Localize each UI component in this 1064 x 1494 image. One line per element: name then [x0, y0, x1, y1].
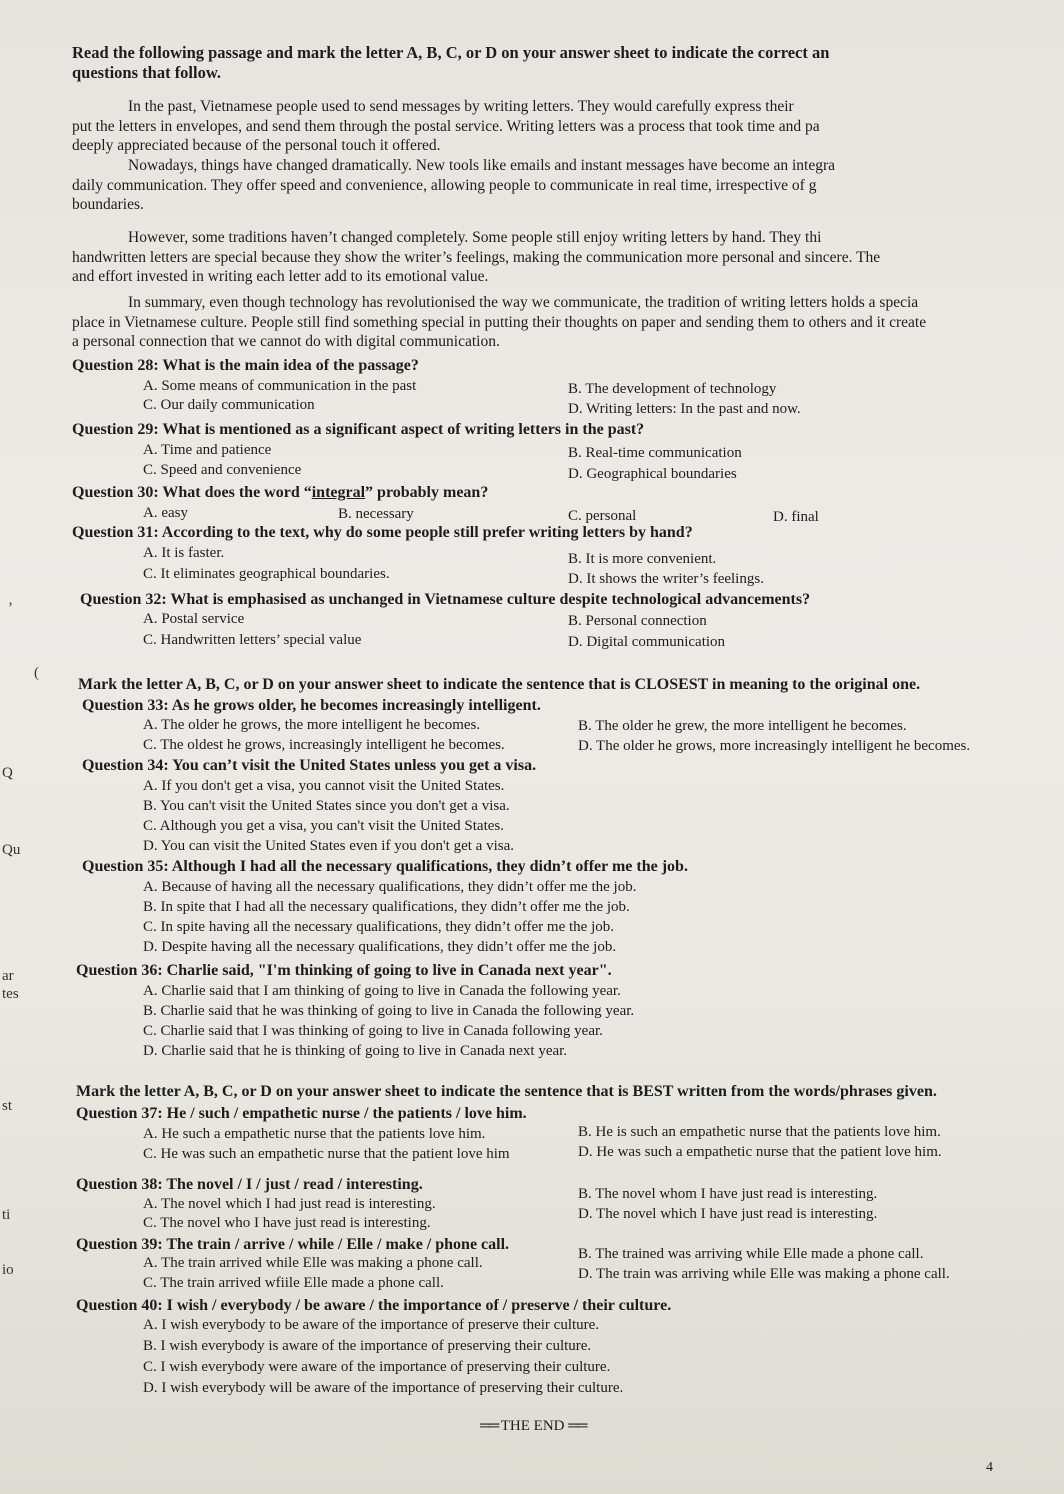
passage-paragraph-2: Nowadays, things have changed dramatically. New tools like emails and instant messages have become an integra daily communication. They offer speed and convenience, allowing people to communicate in real time, irrespective of g boundaries.	[72, 157, 836, 213]
passage-paragraph-4: In summary, even though technology has revolutionised the way we communicate, the tradition of writing letters holds a specia place in Vietnamese culture. People still find something special in putting their thoughts on paper and sending them to others and it create a personal connection that we cannot do with digital communication.	[72, 294, 927, 350]
question-35-stem: Question 35: Although I had all the necessary qualifications, they didn’t offer me the job.	[82, 858, 688, 875]
passage-paragraph-1: In the past, Vietnamese people used to send messages by writing letters. They would carefully express their put the letters in envelopes, and send them through the postal service. Writing letters was a process that took time and pa deeply appreciated because of the personal touch it offered.	[72, 98, 820, 154]
q38-option-a[interactable]: A. The novel which I had just read is interesting.	[143, 1196, 436, 1212]
q32-option-d[interactable]: D. Digital communication	[568, 634, 726, 650]
margin-fragment: ti	[2, 1207, 11, 1223]
q30-option-d[interactable]: D. final	[773, 509, 819, 525]
passage-paragraph-3: However, some traditions haven’t changed completely. Some people still enjoy writing letters by hand. They thi handwritten letters are special because they show the writer’s feelings, making the communication more personal and sincere. The and effort invested in writing each letter add to its emotional value.	[72, 229, 881, 285]
closest-meaning-instruction: Mark the letter A, B, C, or D on your answer sheet to indicate the sentence that is CLOSEST in meaning to the original one.	[78, 676, 921, 693]
margin-fragment: Qu	[2, 842, 21, 858]
question-37-stem: Question 37: He / such / empathetic nurse / the patients / love him.	[76, 1105, 527, 1122]
q35-option-d[interactable]: D. Despite having all the necessary qualifications, they didn’t offer me the job.	[143, 939, 617, 955]
q36-option-c[interactable]: C. Charlie said that I was thinking of going to live in Canada following year.	[143, 1023, 603, 1039]
q34-option-a[interactable]: A. If you don't get a visa, you cannot visit the United States.	[143, 778, 505, 794]
q39-option-d[interactable]: D. The train was arriving while Elle was making a phone call.	[578, 1266, 950, 1282]
q29-option-b[interactable]: B. Real-time communication	[568, 445, 742, 461]
q38-option-d[interactable]: D. The novel which I have just read is interesting.	[578, 1206, 878, 1222]
q31-option-b[interactable]: B. It is more convenient.	[568, 551, 717, 567]
q37-option-d[interactable]: D. He was such a empathetic nurse that the patient love him.	[578, 1144, 942, 1160]
q36-option-a[interactable]: A. Charlie said that I am thinking of going to live in Canada the following year.	[143, 983, 621, 999]
q36-option-d[interactable]: D. Charlie said that he is thinking of going to live in Canada next year.	[143, 1043, 568, 1059]
q38-option-c[interactable]: C. The novel who I have just read is interesting.	[143, 1215, 431, 1231]
q40-option-d[interactable]: D. I wish everybody will be aware of the importance of preserving their culture.	[143, 1380, 624, 1396]
q40-option-c[interactable]: C. I wish everybody were aware of the importance of preserving their culture.	[143, 1359, 611, 1375]
q37-option-a[interactable]: A. He such a empathetic nurse that the patients love him.	[143, 1126, 486, 1142]
q32-option-c[interactable]: C. Handwritten letters’ special value	[143, 632, 362, 648]
margin-fragment: st	[2, 1098, 13, 1114]
q31-option-d[interactable]: D. It shows the writer’s feelings.	[568, 571, 764, 587]
end-marker: ══ THE END ══	[480, 1418, 586, 1434]
q28-option-a[interactable]: A. Some means of communication in the past	[143, 378, 417, 394]
q29-option-c[interactable]: C. Speed and convenience	[143, 462, 302, 478]
q33-option-a[interactable]: A. The older he grows, the more intelligent he becomes.	[143, 717, 481, 733]
best-written-instruction: Mark the letter A, B, C, or D on your answer sheet to indicate the sentence that is BEST written from the words/phrases given.	[76, 1083, 937, 1100]
q34-option-d[interactable]: D. You can visit the United States even if you don't get a visa.	[143, 838, 514, 854]
question-32-stem: Question 32: What is emphasised as unchanged in Vietnamese culture despite technological advancements?	[80, 591, 811, 608]
q28-option-d[interactable]: D. Writing letters: In the past and now.	[568, 401, 801, 417]
q33-option-b[interactable]: B. The older he grew, the more intelligent he becomes.	[578, 718, 907, 734]
margin-fragment: io	[2, 1262, 14, 1278]
q35-option-b[interactable]: B. In spite that I had all the necessary qualifications, they didn’t offer me the job.	[143, 899, 630, 915]
q30-option-a[interactable]: A. easy	[143, 505, 188, 521]
q39-option-a[interactable]: A. The train arrived while Elle was making a phone call.	[143, 1255, 483, 1271]
q30-option-c[interactable]: C. personal	[568, 508, 637, 524]
question-34-stem: Question 34: You can’t visit the United States unless you get a visa.	[82, 757, 537, 774]
margin-fragment: tes	[2, 986, 19, 1002]
q40-option-b[interactable]: B. I wish everybody is aware of the importance of preserving their culture.	[143, 1338, 592, 1354]
q29-option-a[interactable]: A. Time and patience	[143, 442, 272, 458]
question-31-stem: Question 31: According to the text, why do some people still prefer writing letters by hand?	[72, 524, 693, 541]
margin-fragment: (	[34, 665, 39, 681]
q33-option-c[interactable]: C. The oldest he grows, increasingly intelligent he becomes.	[143, 737, 505, 753]
q30-option-b[interactable]: B. necessary	[338, 506, 414, 522]
q29-option-d[interactable]: D. Geographical boundaries	[568, 466, 737, 482]
page-number: 4	[986, 1460, 993, 1475]
q38-option-b[interactable]: B. The novel whom I have just read is interesting.	[578, 1186, 878, 1202]
question-38-stem: Question 38: The novel / I / just / read / interesting.	[76, 1176, 423, 1193]
q28-option-c[interactable]: C. Our daily communication	[143, 397, 315, 413]
margin-fragment: Q	[2, 765, 13, 781]
margin-fragment: ’	[8, 600, 13, 616]
question-39-stem: Question 39: The train / arrive / while / Elle / make / phone call.	[76, 1236, 510, 1253]
question-40-stem: Question 40: I wish / everybody / be aware / the importance of / preserve / their culture.	[76, 1297, 672, 1314]
q37-option-c[interactable]: C. He was such an empathetic nurse that the patient love him	[143, 1146, 510, 1162]
reading-instruction: Read the following passage and mark the letter A, B, C, or D on your answer sheet to indicate the correct an questions that follow.	[72, 43, 830, 82]
q34-option-b[interactable]: B. You can't visit the United States since you don't get a visa.	[143, 798, 510, 814]
q36-option-b[interactable]: B. Charlie said that he was thinking of going to live in Canada the following year.	[143, 1003, 635, 1019]
q34-option-c[interactable]: C. Although you get a visa, you can't visit the United States.	[143, 818, 504, 834]
question-30-stem: Question 30: What does the word “integral” probably mean?	[72, 484, 489, 501]
question-36-stem: Question 36: Charlie said, "I'm thinking of going to live in Canada next year".	[76, 962, 612, 979]
q37-option-b[interactable]: B. He is such an empathetic nurse that the patients love him.	[578, 1124, 941, 1140]
q39-option-b[interactable]: B. The trained was arriving while Elle made a phone call.	[578, 1246, 924, 1262]
q35-option-c[interactable]: C. In spite having all the necessary qualifications, they didn’t offer me the job.	[143, 919, 614, 935]
q31-option-c[interactable]: C. It eliminates geographical boundaries.	[143, 566, 390, 582]
q35-option-a[interactable]: A. Because of having all the necessary qualifications, they didn’t offer me the job.	[143, 879, 637, 895]
question-28-stem: Question 28: What is the main idea of the passage?	[72, 357, 419, 374]
q32-option-b[interactable]: B. Personal connection	[568, 613, 707, 629]
question-33-stem: Question 33: As he grows older, he becomes increasingly intelligent.	[82, 697, 541, 714]
underlined-word: integral	[311, 484, 366, 501]
q40-option-a[interactable]: A. I wish everybody to be aware of the importance of preserve their culture.	[143, 1317, 600, 1333]
q28-option-b[interactable]: B. The development of technology	[568, 381, 777, 397]
q31-option-a[interactable]: A. It is faster.	[143, 545, 225, 561]
margin-fragment: ar	[2, 968, 14, 984]
q33-option-d[interactable]: D. The older he grows, more increasingly intelligent he becomes.	[578, 738, 971, 754]
question-29-stem: Question 29: What is mentioned as a significant aspect of writing letters in the past?	[72, 421, 645, 438]
q39-option-c[interactable]: C. The train arrived wfiile Elle made a phone call.	[143, 1275, 444, 1291]
q32-option-a[interactable]: A. Postal service	[143, 611, 245, 627]
